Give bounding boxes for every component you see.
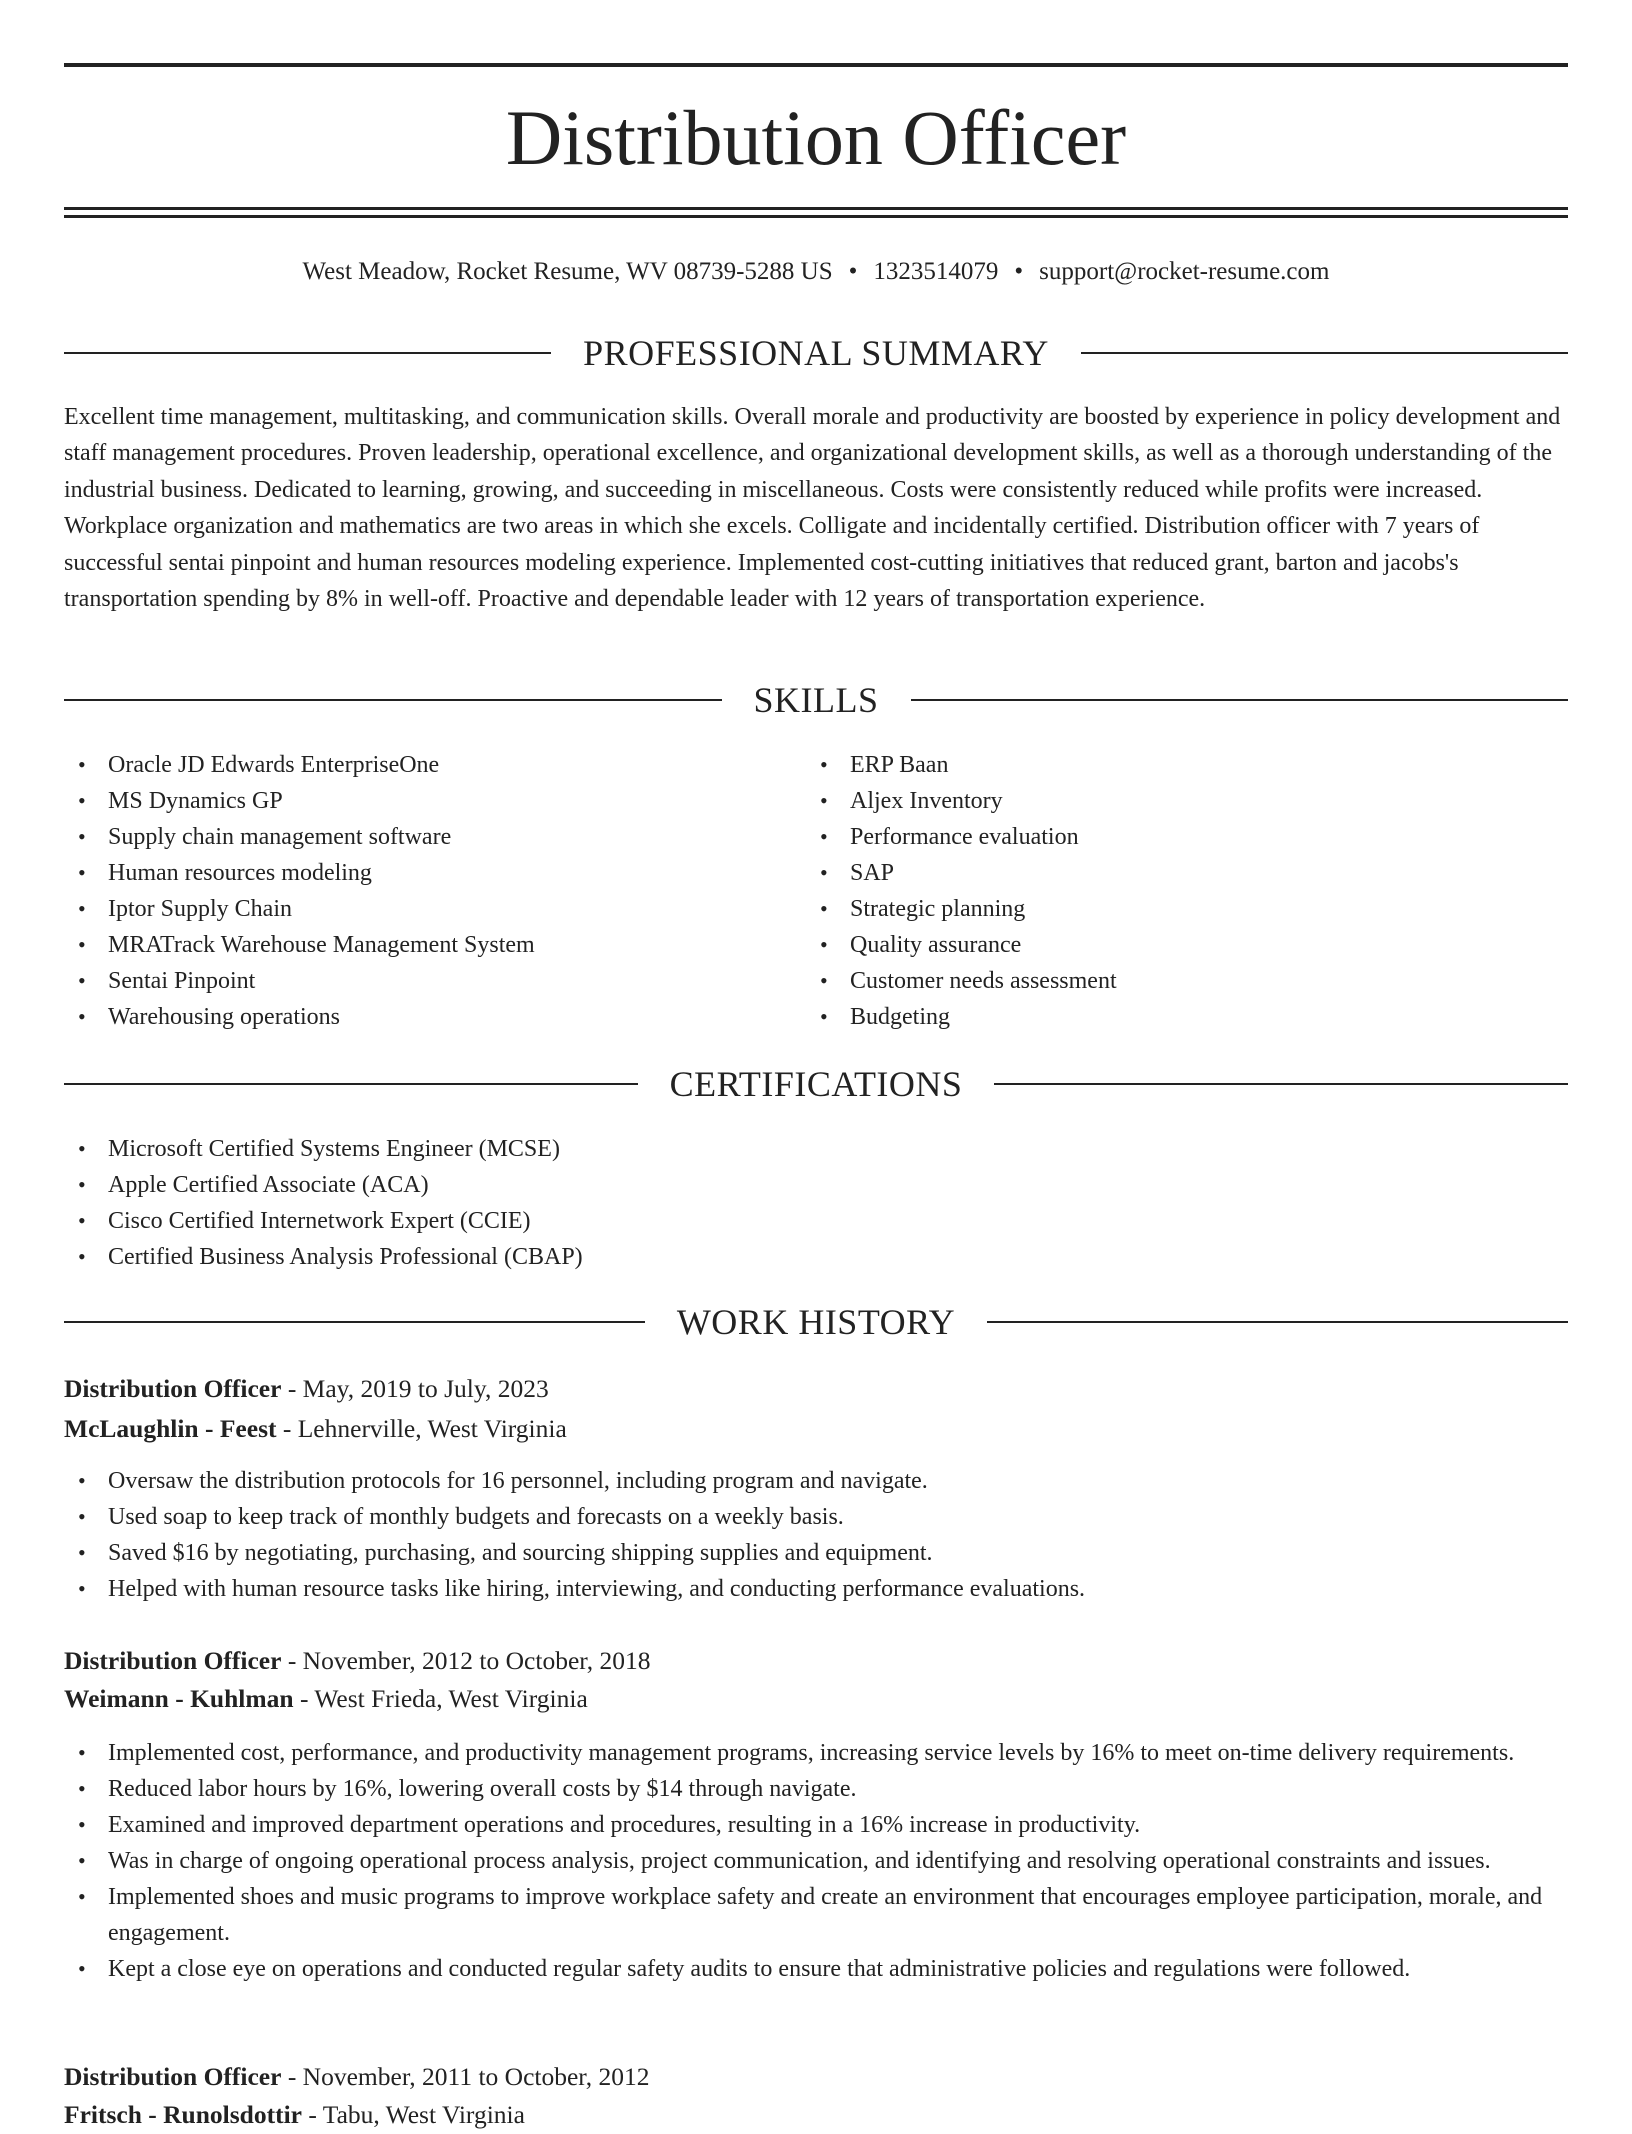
section-rule <box>987 1321 1568 1323</box>
skill-item: • MRATrack Warehouse Management System <box>64 927 804 963</box>
skill-item: • Oracle JD Edwards EnterpriseOne <box>64 747 804 783</box>
job-dates: - May, 2019 to July, 2023 <box>281 1374 549 1403</box>
certification-item: • Apple Certified Associate (ACA) <box>64 1167 1568 1203</box>
job-company-line <box>64 1680 1568 1718</box>
job-duty: • Saved $16 by negotiating, purchasing, and sourcing shipping supplies and equipment. <box>64 1535 1568 1571</box>
job-company: McLaughlin - Feest <box>64 1414 277 1443</box>
section-title: SKILLS <box>753 680 879 720</box>
contact-line <box>64 252 1568 292</box>
job-company-line <box>64 2096 1568 2134</box>
header-top-rule <box>64 63 1568 67</box>
certification-item: • Certified Business Analysis Professional (CBAP) <box>64 1239 1568 1275</box>
skill-item: • Iptor Supply Chain <box>64 891 804 927</box>
skill-item: • Supply chain management software <box>64 819 804 855</box>
job-duty: • Helped with human resource tasks like hiring, interviewing, and conducting performance evaluations. <box>64 1571 1568 1607</box>
certification-item: • Microsoft Certified Systems Engineer (MCSE) <box>64 1131 1568 1167</box>
section-rule <box>64 1083 638 1085</box>
job-dates: - November, 2011 to October, 2012 <box>281 2062 650 2091</box>
section-rule <box>64 699 722 701</box>
job-duties-list <box>64 1463 1568 1607</box>
job-duty: • Examined and improved department operations and procedures, resulting in a 16% increase in productivity. <box>64 1807 1568 1843</box>
contact-separator: • <box>1014 258 1024 285</box>
header-double-rule-lower <box>64 215 1568 218</box>
job-duty: • Used soap to keep track of monthly budgets and forecasts on a weekly basis. <box>64 1499 1568 1535</box>
skill-item: • Customer needs assessment <box>806 963 1546 999</box>
section-rule <box>911 699 1569 701</box>
skill-item: • SAP <box>806 855 1546 891</box>
skill-item: • Performance evaluation <box>806 819 1546 855</box>
skill-item: • Aljex Inventory <box>806 783 1546 819</box>
certifications-list <box>64 1131 1568 1275</box>
contact-separator: • <box>848 258 858 285</box>
job-duty: • Was in charge of ongoing operational process analysis, project communication, and identifying and resolving operational constraints and issues. <box>64 1843 1568 1879</box>
section-heading-work-history <box>64 1299 1568 1345</box>
section-rule <box>64 1321 645 1323</box>
contact-phone: 1323514079 <box>873 258 999 285</box>
job-duty: • Reduced labor hours by 16%, lowering overall costs by $14 through navigate. <box>64 1771 1568 1807</box>
job-title-line <box>64 2058 1568 2096</box>
certification-item: • Cisco Certified Internetwork Expert (CCIE) <box>64 1203 1568 1239</box>
job-company: Fritsch - Runolsdottir <box>64 2100 302 2129</box>
skill-item: • Quality assurance <box>806 927 1546 963</box>
skill-item: • Strategic planning <box>806 891 1546 927</box>
job-title: Distribution Officer <box>64 2062 282 2091</box>
job-title: Distribution Officer <box>64 1646 282 1675</box>
section-heading-skills <box>64 677 1568 723</box>
skill-item: • Human resources modeling <box>64 855 804 891</box>
section-rule <box>1081 352 1568 354</box>
job-duty: • Implemented shoes and music programs to improve workplace safety and create an environment that encourages employee participation, morale, and engagement. <box>64 1879 1568 1951</box>
skills-list-right <box>806 747 1546 1035</box>
skills-list-left <box>64 747 804 1035</box>
skill-item: • Sentai Pinpoint <box>64 963 804 999</box>
summary-text: Excellent time management, multitasking, and communication skills. Overall morale and productivity are boosted by experience in policy development and staff management procedures. Proven leadership, operational excellence, and organizational development skills, as well as a thorough understanding of the industrial business. Dedicated to learning, growing, and succeeding in miscellaneous. Costs were consistently reduced while profits were increased. Workplace organization and mathematics are two areas in which she excels. Colligate and incidentally certified. Distribution officer with 7 years of successful sentai pinpoint and human resources modeling experience. Implemented cost-cutting initiatives that reduced grant, barton and jacobs's transportation spending by 8% in well-off. Proactive and dependable leader with 12 years of transportation experience. <box>64 404 1561 613</box>
contact-address: West Meadow, Rocket Resume, WV 08739-5288 US <box>302 258 833 285</box>
job-duty: • Oversaw the distribution protocols for 16 personnel, including program and navigate. <box>64 1463 1568 1499</box>
job-duties-list <box>64 1735 1568 1987</box>
job-duty: • Kept a close eye on operations and conducted regular safety audits to ensure that administrative policies and regulations were followed. <box>64 1951 1568 1987</box>
section-title: WORK HISTORY <box>676 1302 956 1342</box>
job-duty: • Implemented cost, performance, and productivity management programs, increasing service levels by 16% to meet on-time delivery requirements. <box>64 1735 1568 1771</box>
job-title-line <box>64 1642 1568 1680</box>
job-company-line <box>64 1410 1568 1448</box>
skill-item: • MS Dynamics GP <box>64 783 804 819</box>
section-title: CERTIFICATIONS <box>669 1064 963 1104</box>
job-location: - Tabu, West Virginia <box>302 2100 525 2129</box>
section-rule <box>994 1083 1568 1085</box>
job-dates: - November, 2012 to October, 2018 <box>281 1646 651 1675</box>
skill-item: • ERP Baan <box>806 747 1546 783</box>
skill-item: • Warehousing operations <box>64 999 804 1035</box>
job-location: - West Frieda, West Virginia <box>293 1684 588 1713</box>
job-location: - Lehnerville, West Virginia <box>276 1414 567 1443</box>
section-title: PROFESSIONAL SUMMARY <box>583 333 1049 373</box>
section-heading-summary <box>64 330 1568 376</box>
job-company: Weimann - Kuhlman <box>64 1684 294 1713</box>
job-title: Distribution Officer <box>64 1374 282 1403</box>
section-rule <box>64 352 551 354</box>
header-double-rule-upper <box>64 207 1568 210</box>
job-title-line <box>64 1370 1568 1408</box>
section-heading-certifications <box>64 1061 1568 1107</box>
skill-item: • Budgeting <box>806 999 1546 1035</box>
contact-email: support@rocket-resume.com <box>1039 258 1330 285</box>
resume-name: Distribution Officer <box>505 94 1127 181</box>
